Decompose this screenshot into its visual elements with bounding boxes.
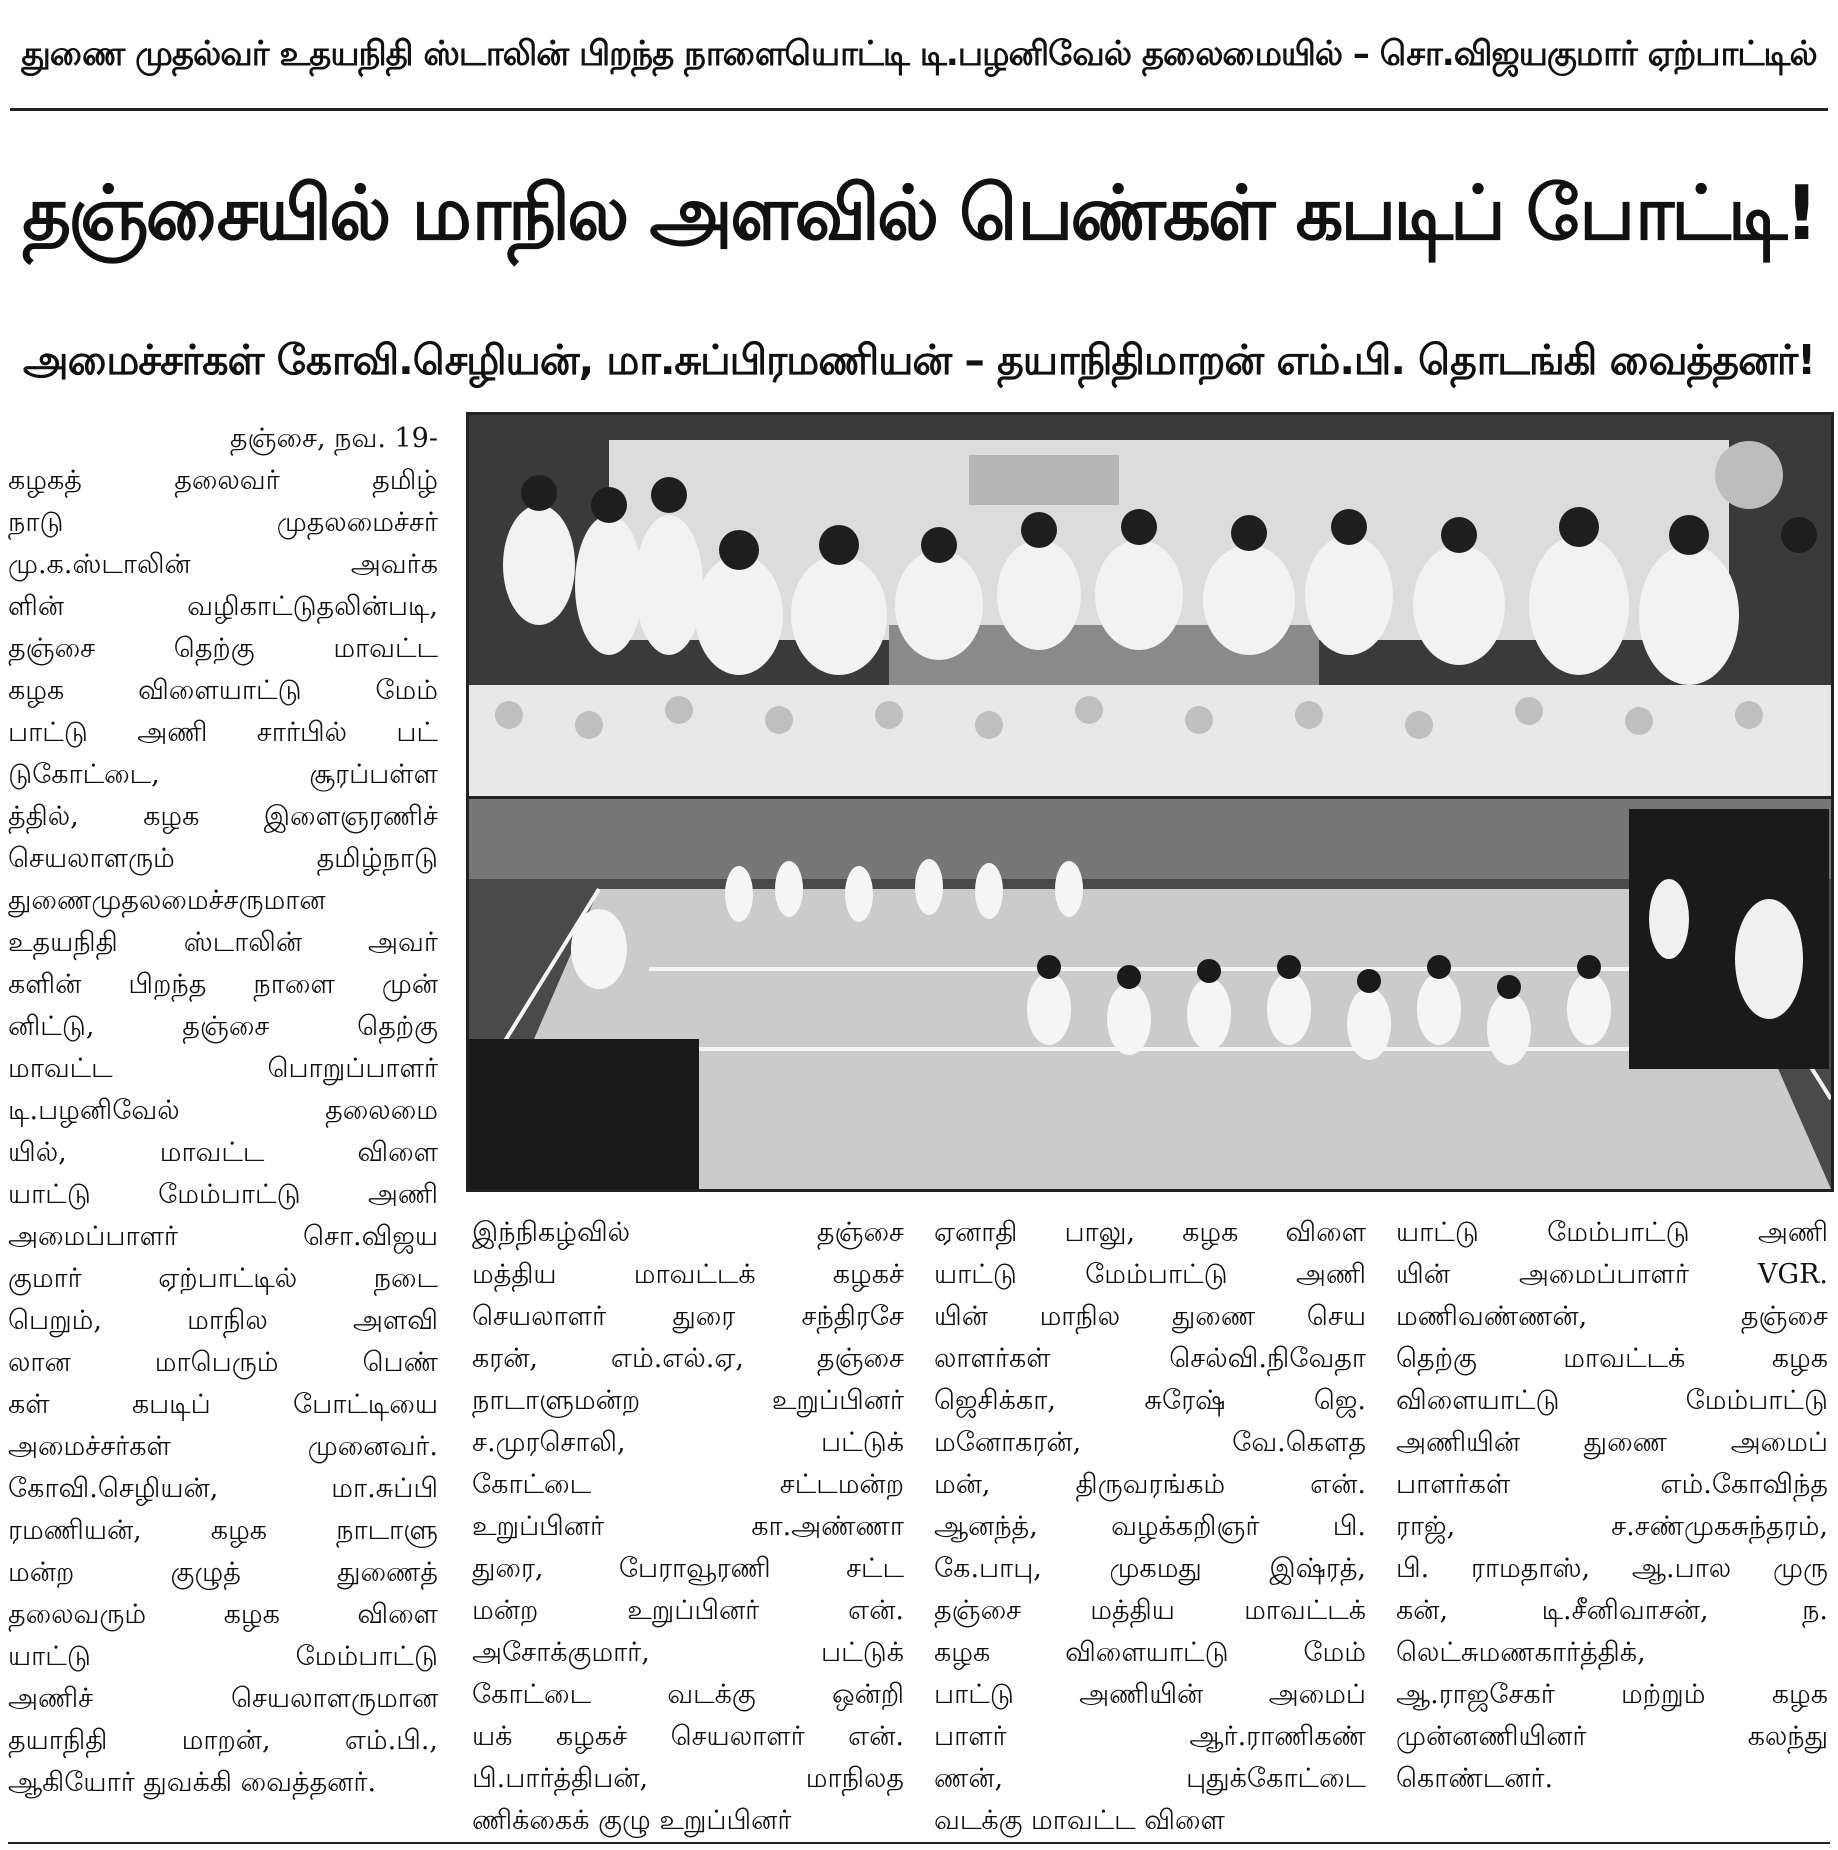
text-line: துணைமுதலமைச்சருமான [8,885,326,916]
text-line: மன், திருவரங்கம் என். [934,1469,1366,1500]
text-line: நாடு முதலமைச்சர் [8,507,438,538]
text-line: கோட்டை வடக்கு ஒன்றி [472,1679,904,1710]
kicker-line: துணை முதல்வர் உதயநிதி ஸ்டாலின் பிறந்த நாளையொட்டி டி.பழனிவேல் தலைமையில் – சொ.விஜயகுமார் ஏற்பாட்டில் [21,34,1817,74]
text-line: தலைவரும் கழக விளை [8,1599,438,1630]
text-line: யாட்டு மேம்பாட்டு அணி [1396,1217,1828,1248]
text-line: கன், டி.சீனிவாசன், ந. [1396,1595,1828,1626]
text-line: களின் பிறந்த நாளை முன் [8,969,438,1000]
text-line: மு.க.ஸ்டாலின் அவர்க [8,549,438,580]
text-line: தயாநிதி மாறன், எம்.பி., [8,1725,438,1756]
text-line: ஆ.ராஜசேகர் மற்றும் கழக [1396,1679,1828,1710]
text-line: யக் கழகச் செயலாளர் என். [472,1721,904,1752]
text-line: கோட்டை சட்டமன்ற [472,1469,904,1500]
text-line: டி.பழனிவேல் தலைமை [8,1095,438,1126]
text-line: கே.பாபு, முகமது இஷ்ரத், [934,1553,1366,1584]
text-line: லெட்சுமணகார்த்திக், [1396,1637,1646,1668]
text-line: கள் கபடிப் போட்டியை [8,1389,438,1420]
kabaddi-photo-graphic [469,799,1831,1189]
text-line: மனோகரன், வே.கௌத [934,1427,1366,1458]
text-line: ணிக்கைக் குழு உறுப்பினர் [472,1805,792,1836]
text-line: த்தில், கழக இளைஞரணிச் [8,801,438,832]
text-line: தெற்கு மாவட்டக் கழக [1396,1343,1828,1374]
text-line: மன்ற குழுத் துணைத் [8,1557,438,1588]
text-line: நாடாளுமன்ற உறுப்பினர் [472,1385,904,1416]
text-line: செயலாளர் துரை சந்திரசே [472,1301,904,1332]
text-line: ஆகியோர் துவக்கி வைத்தனர். [8,1767,377,1798]
text-line: ஏனாதி பாலு, கழக விளை [934,1217,1366,1248]
text-line: லான மாபெரும் பெண் [8,1347,438,1378]
text-line: கழக விளையாட்டு மேம் [934,1637,1366,1668]
text-line: ரமணியன், கழக நாடாளு [8,1515,438,1546]
text-line: பாட்டு அணியின் அமைப் [934,1679,1366,1710]
text-line: தஞ்சை தெற்கு மாவட்ட [8,633,438,664]
text-line: தஞ்சை, நவ. 19- [229,423,438,454]
text-line: டுகோட்டை, சூரப்பள்ள [8,759,438,790]
article-column-3 [934,1212,1366,1842]
text-line: யாட்டு மேம்பாட்டு [8,1641,438,1672]
text-line: துரை, பேராவூரணி சட்ட [472,1553,904,1584]
article-column-1 [8,418,438,1818]
text-line: பாளர் ஆர்.ராணிகண் [934,1721,1366,1752]
subheadline: அமைச்சர்கள் கோவி.செழியன், மா.சுப்பிரமணியன் – தயாநிதிமாறன் எம்.பி. தொடங்கி வைத்தனர்! [23,336,1815,384]
text-line: மன்ற உறுப்பினர் என். [472,1595,904,1626]
text-line: அணியின் துணை அமைப் [1396,1427,1828,1458]
text-line: பாளர்கள் எம்.கோவிந்த [1396,1469,1828,1500]
text-line: முன்னணியினர் கலந்து [1396,1721,1828,1752]
text-line: கழக விளையாட்டு மேம் [8,675,438,706]
text-line: இந்நிகழ்வில் தஞ்சை [472,1217,904,1248]
text-line: வடக்கு மாவட்ட விளை [934,1805,1225,1836]
text-line: அமைப்பாளர் சொ.விஜய [8,1221,438,1252]
bottom-rule [8,1842,1830,1844]
text-line: கொண்டனர். [1396,1763,1554,1794]
text-line: உதயநிதி ஸ்டாலின் அவர் [8,927,438,958]
text-line: அசோக்குமார், பட்டுக் [472,1637,904,1668]
text-line: ராஜ், ச.சண்முகசுந்தரம், [1396,1511,1828,1542]
text-line: கோவி.செழியன், மா.சுப்பி [8,1473,438,1504]
text-line: குமார் ஏற்பாட்டில் நடை [8,1263,438,1294]
stage-dignitaries-photo [466,412,1834,800]
text-line: பி.பார்த்திபன், மாநிலத [472,1763,904,1794]
text-line: லாளர்கள் செல்வி.நிவேதா [934,1343,1366,1374]
text-line: யாட்டு மேம்பாட்டு அணி [8,1179,438,1210]
text-line: விளையாட்டு மேம்பாட்டு [1396,1385,1828,1416]
text-line: னிட்டு, தஞ்சை தெற்கு [8,1011,438,1042]
text-line: தஞ்சை மத்திய மாவட்டக் [934,1595,1366,1626]
text-line: மத்திய மாவட்டக் கழகச் [472,1259,904,1290]
text-line: பி. ராமதாஸ், ஆ.பால முரு [1396,1553,1828,1584]
article-column-4 [1396,1212,1828,1842]
text-line: கரன், எம்.எல்.ஏ, தஞ்சை [472,1343,904,1374]
text-line: மணிவண்ணன், தஞ்சை [1396,1301,1828,1332]
text-line: அமைச்சர்கள் முனைவர். [8,1431,438,1462]
text-line: ளின் வழிகாட்டுதலின்படி, [8,591,438,622]
text-line: ஜெசிக்கா, சுரேஷ் ஜெ. [934,1385,1366,1416]
text-line: யாட்டு மேம்பாட்டு அணி [934,1259,1366,1290]
text-line: யின் மாநில துணை செய [934,1301,1366,1332]
stage-photo-graphic [469,415,1831,797]
text-line: யின் அமைப்பாளர் VGR. [1396,1259,1828,1290]
kabaddi-match-photo [466,796,1834,1192]
article-column-2 [472,1212,904,1842]
text-line: யில், மாவட்ட விளை [8,1137,438,1168]
text-line: ஆனந்த், வழக்கறிஞர் பி. [934,1511,1366,1542]
text-line: ணன், புதுக்கோட்டை [934,1763,1366,1794]
text-line: பெறும், மாநில அளவி [8,1305,438,1336]
top-rule [10,108,1828,111]
text-line: செயலாளரும் தமிழ்நாடு [8,843,438,874]
text-line: பாட்டு அணி சார்பில் பட் [8,717,438,748]
text-line: மாவட்ட பொறுப்பாளர் [8,1053,438,1084]
text-line: உறுப்பினர் கா.அண்ணா [472,1511,904,1542]
text-line: ச.முரசொலி, பட்டுக் [472,1427,904,1458]
headline: தஞ்சையில் மாநில அளவில் பெண்கள் கபடிப் போட்டி! [22,169,1816,257]
text-line: அணிச் செயலாளருமான [8,1683,438,1714]
text-line: கழகத் தலைவர் தமிழ் [8,465,438,496]
